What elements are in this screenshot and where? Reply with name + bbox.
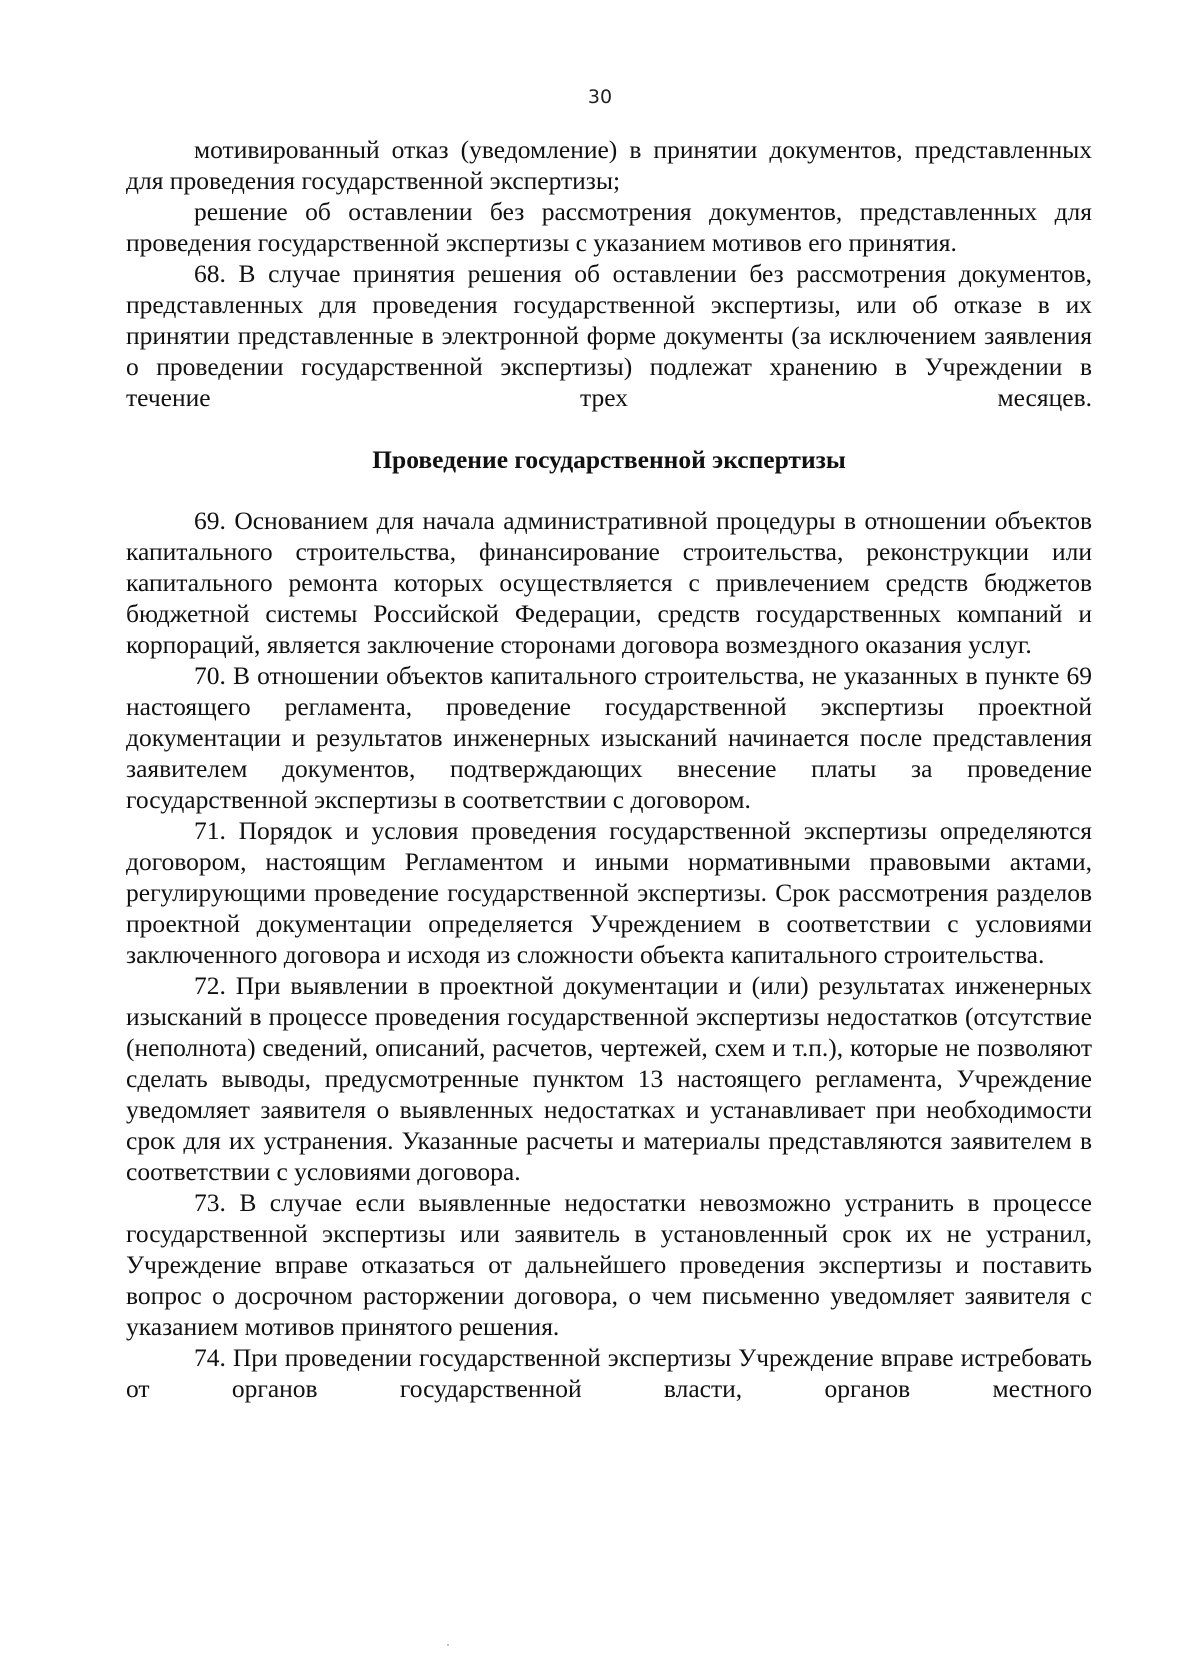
paragraph-73: 73. В случае если выявленные недостатки невозможно устранить в процессе государственной экспертизы или заявитель в установленный срок их не устранил, Учреждение вправе отказаться от дальнейшего проведения экспертизы и поставить вопрос о досрочном расторжении договора, о чем письменно уведомляет заявителя с указанием мотивов принятого решения.: [126, 1188, 1092, 1341]
scan-speck: [447, 1644, 449, 1646]
paragraph-refusal-notice: мотивированный отказ (уведомление) в принятии документов, представленных для проведения государственной экспертизы;: [126, 135, 1092, 195]
paragraph-71: 71. Порядок и условия проведения государственной экспертизы определяются договором, настоящим Регламентом и иными нормативными правовыми актами, регулирующими проведение государственной экспертизы. Срок рассмотрения разделов проектной документации определяется Учреждением в соответствии с условиями заключенного договора и исходя из сложности объекта капитального строительства.: [126, 816, 1092, 969]
paragraph-72: 72. При выявлении в проектной документации и (или) результатах инженерных изысканий в процессе проведения государственной экспертизы недостатков (отсутствие (неполнота) сведений, описаний, расчетов, чертежей, схем и т.п.), которые не позволяют сделать выводы, предусмотренные пунктом 13 настоящего регламента, Учреждение уведомляет заявителя о выявленных недостатках и устанавливает при необходимости срок для их устранения. Указанные расчеты и материалы представляются заявителем в соответствии с условиями договора.: [126, 971, 1092, 1186]
paragraph-68: 68. В случае принятия решения об оставлении без рассмотрения документов, представленных для проведения государственной экспертизы, или об отказе в их принятии представленные в электронной форме документы (за исключением заявления о проведении государственной экспертизы) подлежат хранению в Учреждении в течение трех месяцев.: [126, 259, 1092, 412]
paragraph-74: 74. При проведении государственной экспертизы Учреждение вправе истребовать от органов государственной власти, органов местного: [126, 1343, 1092, 1403]
page-number: 30: [587, 86, 613, 108]
paragraph-69: 69. Основанием для начала административной процедуры в отношении объектов капитального строительства, финансирование строительства, реконструкции или капитального ремонта которых осуществляется с привлечением средств бюджетов бюджетной системы Российской Федерации, средств государственных компаний и корпораций, является заключение сторонами договора возмездного оказания услуг.: [126, 506, 1092, 659]
paragraph-decision-without-review: решение об оставлении без рассмотрения документов, представленных для проведения государственной экспертизы с указанием мотивов его принятия.: [126, 197, 1092, 257]
paragraph-70: 70. В отношении объектов капитального строительства, не указанных в пункте 69 настоящего регламента, проведение государственной экспертизы проектной документации и результатов инженерных изысканий начинается после представления заявителем документов, подтверждающих внесение платы за проведение государственной экспертизы в соответствии с договором.: [126, 661, 1092, 814]
section-heading: Проведение государственной экспертизы: [372, 445, 846, 474]
document-body: [126, 134, 1092, 1404]
